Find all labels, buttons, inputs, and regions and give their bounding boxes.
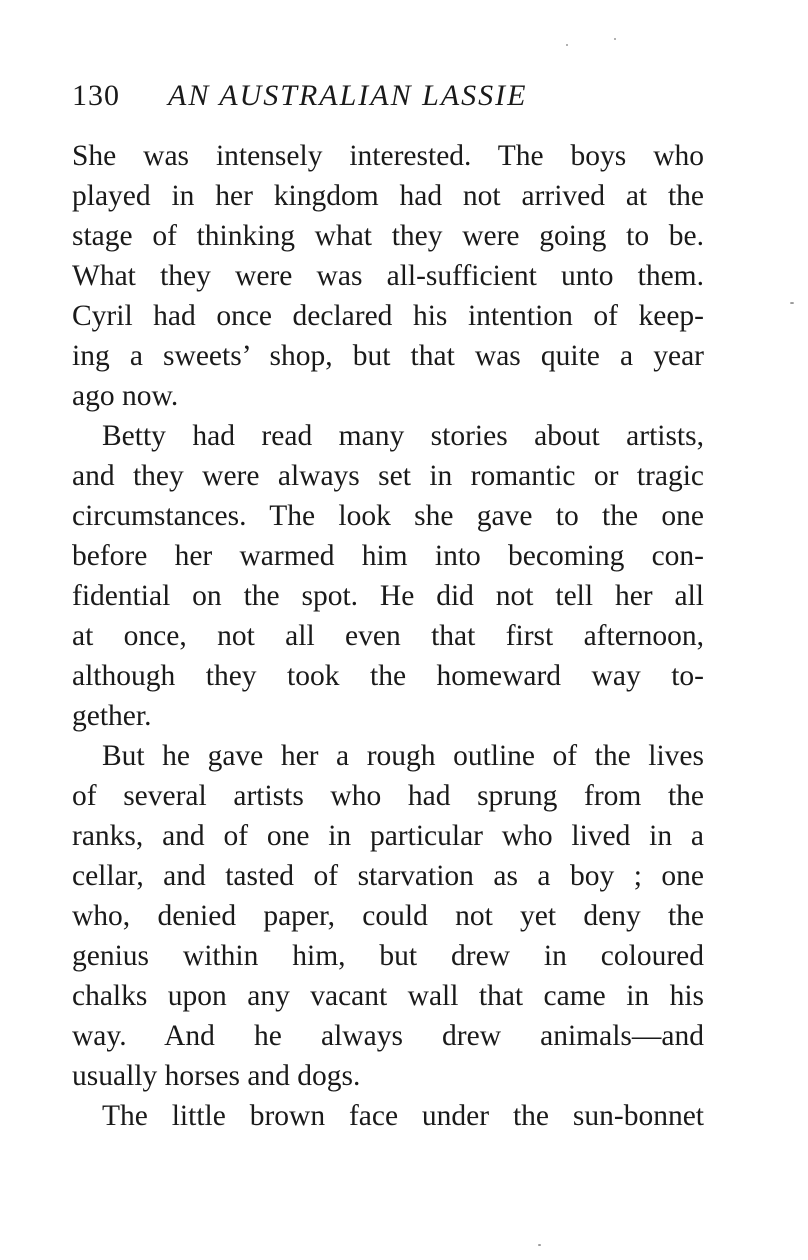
text-line: way. And he always drew animals—and [72,1020,704,1052]
paragraph-start-line: The little brown face under the sun-bonnet [102,1100,704,1132]
scan-speck [790,302,794,304]
page-number: 130 [72,79,120,112]
text-line: circumstances. The look she gave to the one [72,500,704,532]
text-line: ranks, and of one in particular who lived in a [72,820,704,852]
scan-speck [614,38,616,40]
text-line: Cyril had once declared his intention of keep- [72,300,704,332]
text-line: although they took the homeward way to- [72,660,704,692]
text-line: cellar, and tasted of starvation as a boy ; one [72,860,704,892]
text-line: genius within him, but drew in coloured [72,940,704,972]
scan-speck [566,44,568,46]
text-line: fidential on the spot. He did not tell her all [72,580,704,612]
scan-speck [538,1244,541,1246]
text-line: who, denied paper, could not yet deny the [72,900,704,932]
paragraph-end-line: ago now. [72,380,179,412]
text-line: chalks upon any vacant wall that came in his [72,980,704,1012]
paragraph-end-line: usually horses and dogs. [72,1060,361,1092]
paragraph-start-line: Betty had read many stories about artists, [102,420,704,452]
text-line: ing a sweets’ shop, but that was quite a year [72,340,704,372]
text-line: of several artists who had sprung from the [72,780,704,812]
text-line: before her warmed him into becoming con- [72,540,704,572]
paragraph-start-line: But he gave her a rough outline of the lives [102,740,704,772]
text-line: She was intensely interested. The boys who [72,140,704,172]
text-line: and they were always set in romantic or tragic [72,460,704,492]
paragraph-end-line: gether. [72,700,152,732]
text-line: played in her kingdom had not arrived at the [72,180,704,212]
text-line: stage of thinking what they were going to be. [72,220,704,252]
text-line: What they were was all-sufficient unto them. [72,260,704,292]
running-title: AN AUSTRALIAN LASSIE [168,79,528,112]
page-header [72,74,712,118]
body-text [72,136,704,1136]
text-line: at once, not all even that first afternoon, [72,620,704,652]
